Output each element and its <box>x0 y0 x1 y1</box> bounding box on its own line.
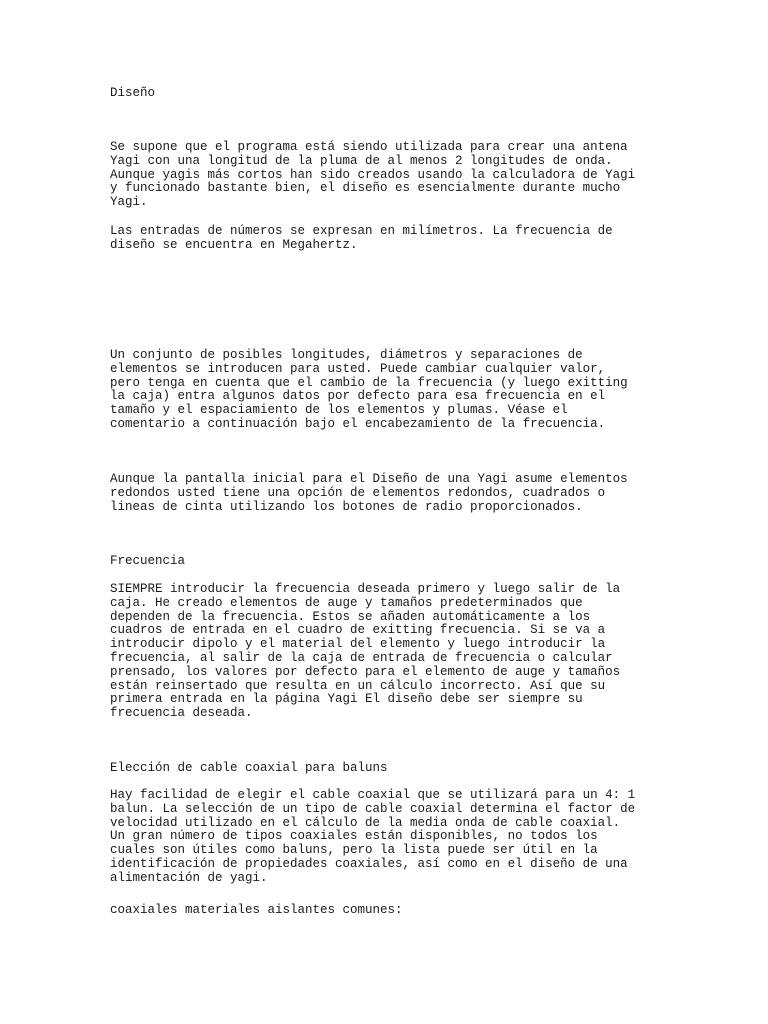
section-heading-coax: Elección de cable coaxial para baluns <box>110 761 388 775</box>
page-title: Diseño <box>110 86 156 100</box>
paragraph-element-shapes: Aunque la pantalla inicial para el Diseño de una Yagi asume elementos redondos usted tiene una opción de elementos redondos, cuadrados o lineas de cinta utilizando los botones de radio proporcionados. <box>110 472 628 514</box>
paragraph-frecuencia: SIEMPRE introducir la frecuencia deseada primero y luego salir de la caja. He creado elementos de auge y tamaños predeterminados que dependen de la frecuencia. Estos se añaden automáticamente a los cuadros de entrada en el cuadro de exitting frecuencia. Si se va a introducir dipolo y el material del elemento y luego introducir la frecuencia, al salir de la caja de entrada de frecuencia o calcular prensado, los valores por defecto para el elemento de auge y tamaños están reinsertado que resulta en un cálculo incorrecto. Así que su primera entrada en la página Yagi El diseño debe ser siempre su frecuencia deseada. <box>110 582 621 721</box>
paragraph-coax-selection: Hay facilidad de elegir el cable coaxial que se utilizará para un 4: 1 balun. La selección de un tipo de cable coaxial determina el factor de velocidad utilizado en el cálculo de la media onda de cable coaxial. Un gran número de tipos coaxiales están disponibles, no todos los cuales son útiles como baluns, pero la lista puede ser útil en la identificación de propiedades coaxiales, así como en el diseño de una alimentación de yagi. <box>110 788 636 885</box>
paragraph-intro-program: Se supone que el programa está siendo utilizada para crear una antena Yagi con una longitud de la pluma de al menos 2 longitudes de onda. Aunque yagis más cortos han sido creados usando la calculadora de Yagi y funcionado bastante bien, el diseño es esencialmente durante mucho Yagi. <box>110 140 636 210</box>
paragraph-default-values: Un conjunto de posibles longitudes, diámetros y separaciones de elementos se introducen para usted. Puede cambiar cualquier valor, pero tenga en cuenta que el cambio de la frecuencia (y luego exitting la caja) entra algunos datos por defecto para esa frecuencia en el tamaño y el espaciamiento de los elementos y plumas. Véase el comentario a continuación bajo el encabezamiento de la frecuencia. <box>110 348 628 431</box>
paragraph-units: Las entradas de números se expresan en milímetros. La frecuencia de diseño se encuentra en Megahertz. <box>110 224 613 252</box>
section-heading-frecuencia: Frecuencia <box>110 554 186 568</box>
paragraph-insulating-materials: coaxiales materiales aislantes comunes: <box>110 903 403 917</box>
